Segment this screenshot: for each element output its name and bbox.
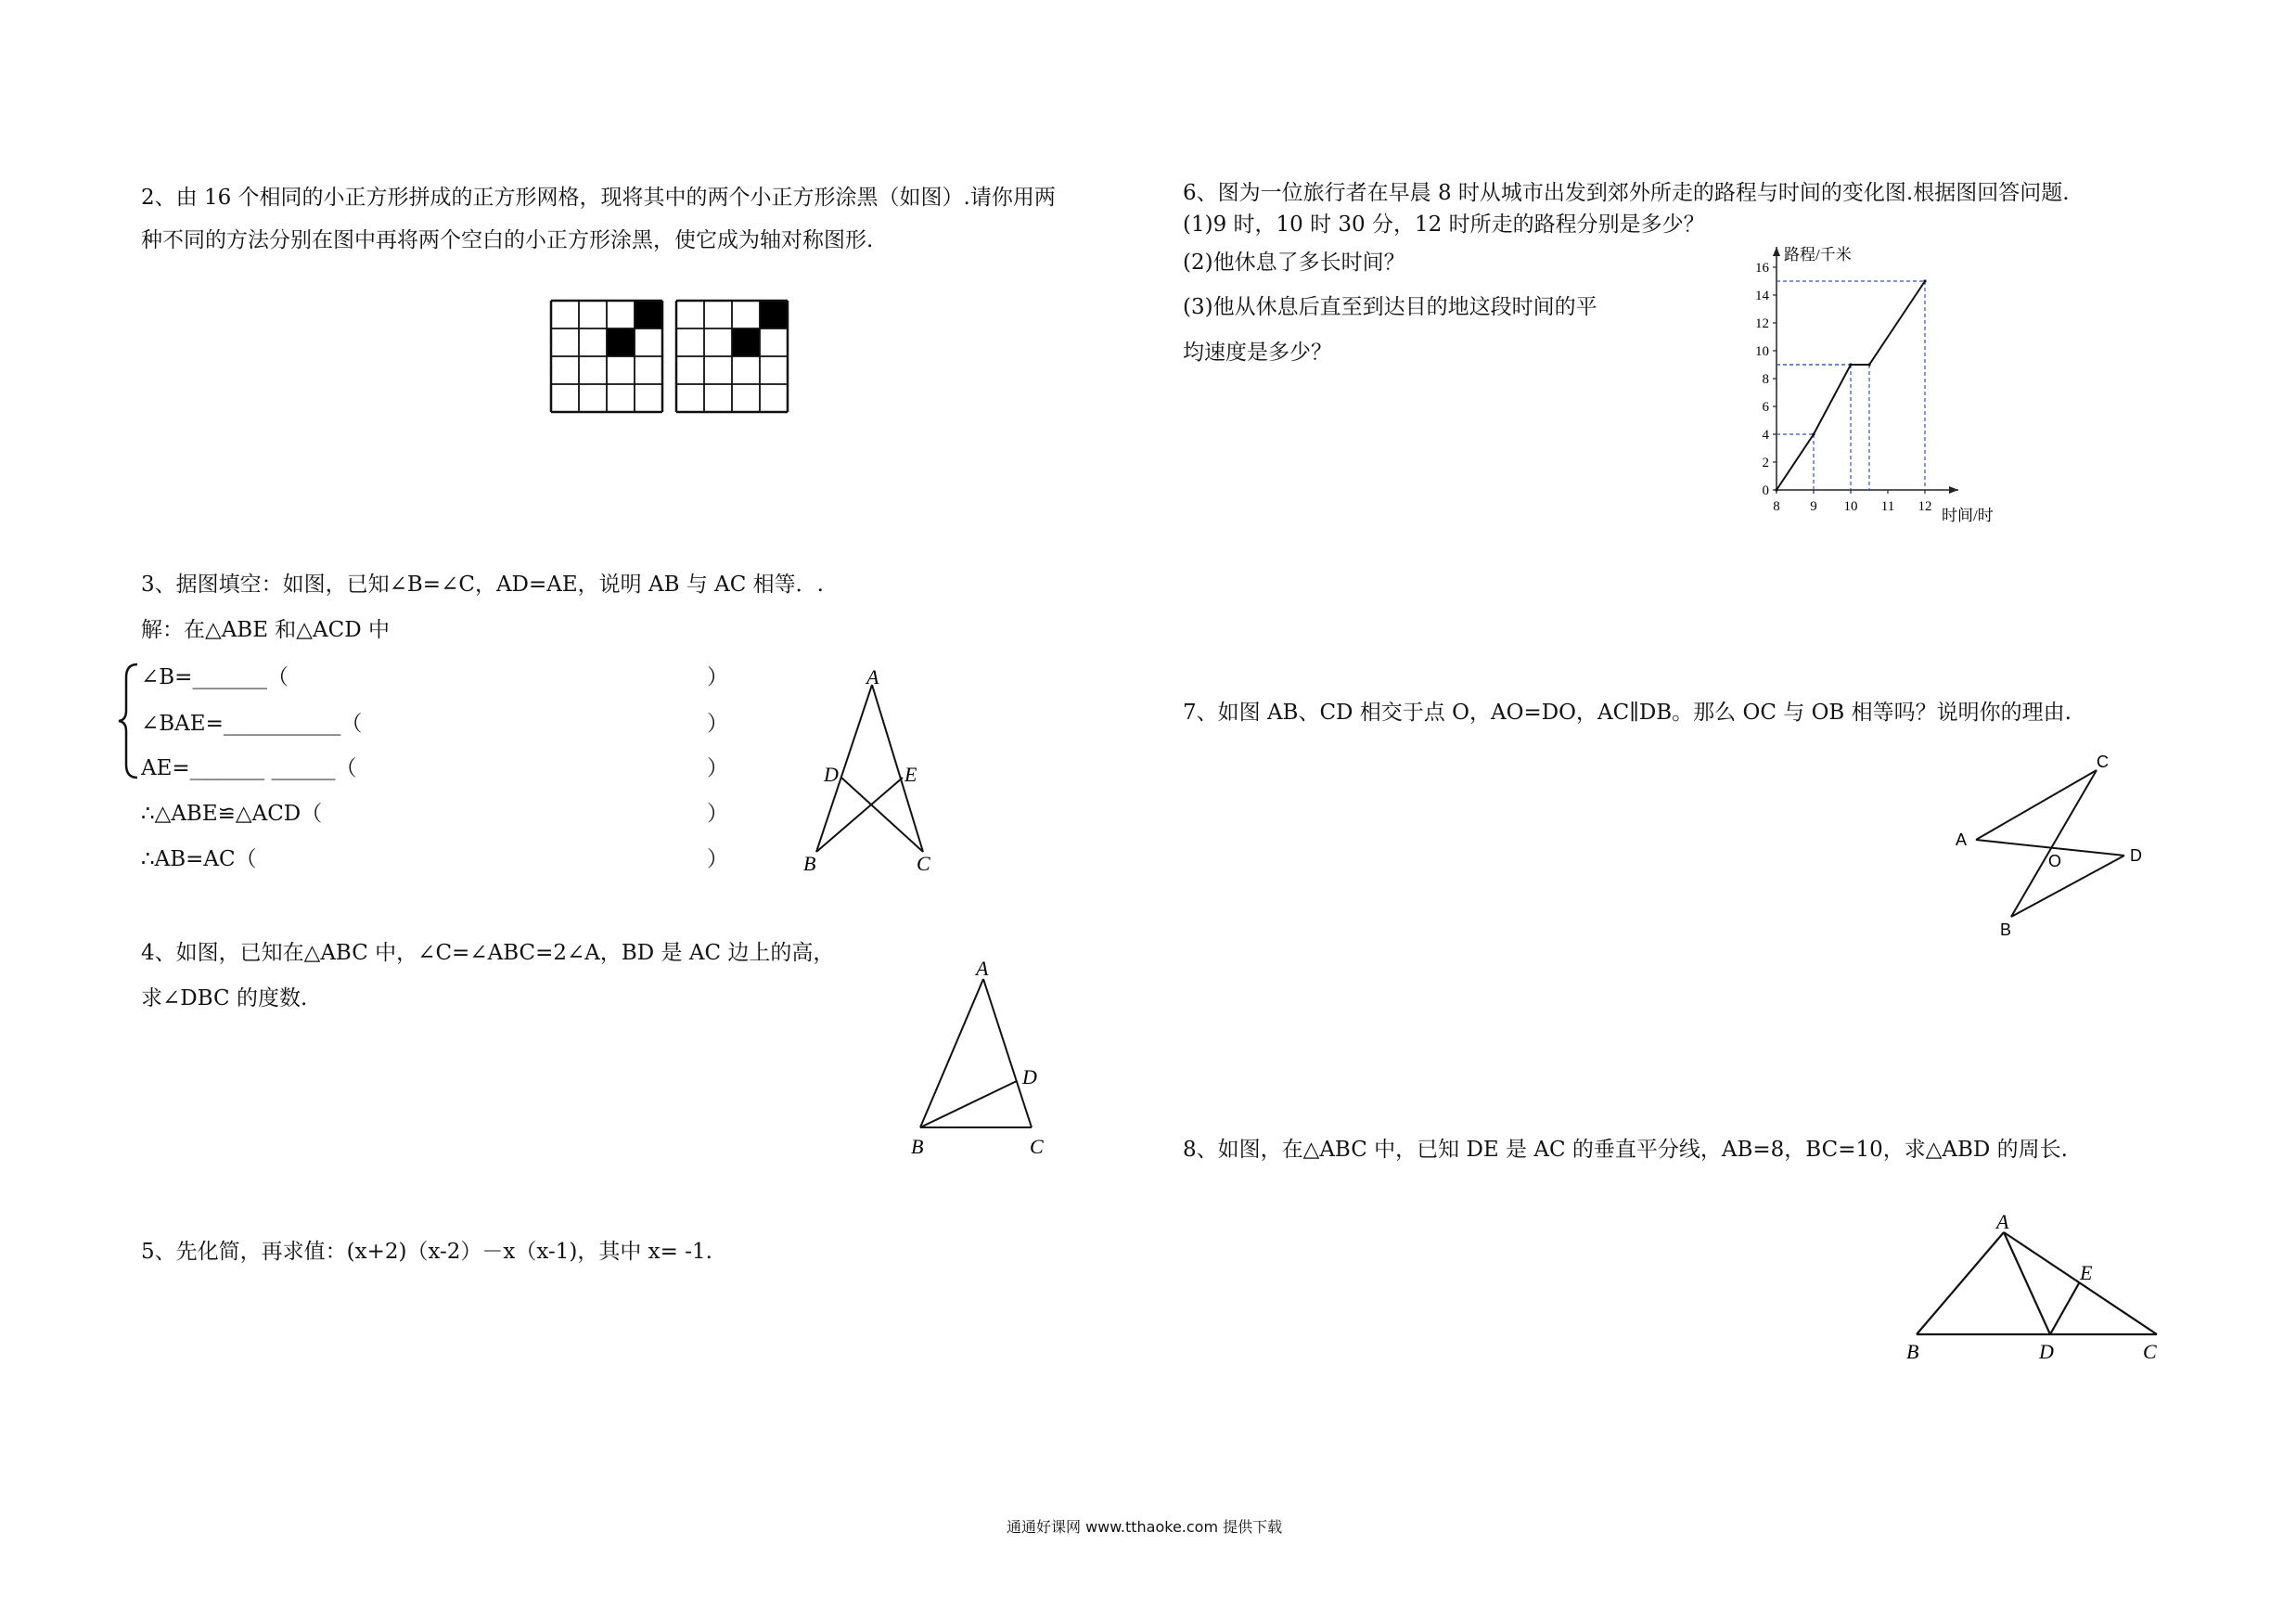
x-tick-label: 10 [1843, 499, 1858, 514]
q3-label-b: B [803, 852, 816, 875]
footer-source: 通通好课网 www.tthaoke.com 提供下载 [1007, 1518, 1283, 1536]
q3-figure [798, 665, 946, 882]
q3-label-e: E [904, 763, 917, 786]
y-tick-label: 10 [1755, 344, 1769, 359]
q2-line2: 种不同的方法分别在图中再将两个空白的小正方形涂黑，使它成为轴对称图形. [141, 228, 874, 252]
y-tick-label: 12 [1755, 316, 1769, 331]
black-cell [732, 328, 760, 356]
q5-line1: 5、先化简，再求值：(x+2)（x-2）－x（x-1)，其中 x= -1. [141, 1240, 712, 1264]
y-tick-label: 14 [1755, 289, 1769, 303]
q7-label-o: O [2048, 852, 2062, 870]
q4-line1: 4、如图，已知在△ABC 中，∠C=∠ABC=2∠A，BD 是 AC 边上的高， [141, 941, 835, 965]
q3-question: 3、据图填空：如图，已知∠B=∠C，AD=AE，说明 AB 与 AC 相等．. [141, 573, 824, 597]
data-point [1812, 432, 1815, 435]
q3-label-a: A [866, 665, 879, 689]
q2-grid-right [674, 299, 789, 414]
q6-line5: 均速度是多少？ [1183, 341, 1332, 365]
q2-grid-left [549, 299, 664, 414]
q3-row-5: ∴AB=AC（ [141, 847, 257, 871]
q4-line2: 求∠DBC 的度数. [141, 986, 308, 1011]
x-tick-label: 9 [1810, 499, 1817, 514]
q6-line3: (2)他休息了多长时间？ [1183, 251, 1405, 275]
q8-label-a: A [1996, 1210, 2009, 1233]
q8-label-c: C [2143, 1340, 2157, 1363]
q4-label-d: D [1022, 1065, 1037, 1088]
q6-distance-time-chart [1725, 232, 2022, 529]
q2-line1: 2、由 16 个相同的小正方形拼成的正方形网格，现将其中的两个小正方形涂黑（如图）.请你用两 [141, 186, 1056, 210]
x-axis-arrow [1949, 486, 1958, 494]
q3-row-2: ∠BAE=___________（ [141, 712, 363, 736]
black-cell [635, 301, 662, 328]
q6-line2: (1)9 时，10 时 30 分，12 时所走的路程分别是多少？ [1183, 212, 1705, 237]
y-tick-label: 8 [1762, 372, 1769, 387]
q7-label-c: C [2097, 753, 2109, 771]
q3-row-2-close: ） [707, 712, 728, 736]
q3-row-1: ∠B=_______（ [141, 665, 289, 689]
q8-line1: 8、如图，在△ABC 中，已知 DE 是 AC 的垂直平分线，AB=8，BC=10，求△ABD 的周长. [1183, 1138, 2068, 1162]
q8-figure [1897, 1206, 2185, 1373]
y-axis-arrow [1773, 247, 1780, 256]
data-point [1775, 488, 1777, 491]
data-point [1923, 279, 1926, 282]
q3-row-3: AE=_______ ______（ [141, 756, 357, 780]
x-axis-title: 时间/时 [1942, 507, 1994, 524]
q8-label-b: B [1906, 1340, 1919, 1363]
q3-label-c: C [917, 852, 930, 875]
q4-figure [900, 951, 1058, 1165]
x-tick-label: 8 [1773, 499, 1780, 514]
q7-label-b: B [2000, 920, 2012, 939]
q3-brace [115, 661, 143, 781]
q3-row-4: ∴△ABE≌△ACD（ [141, 802, 323, 826]
q4-label-a: A [976, 957, 989, 980]
y-tick-label: 16 [1755, 261, 1769, 276]
q6-line4: (3)他从休息后直至到达目的地这段时间的平 [1183, 295, 1597, 319]
y-tick-label: 6 [1762, 400, 1769, 415]
y-axis-title: 路程/千米 [1784, 246, 1852, 264]
q7-label-d: D [2130, 846, 2142, 865]
q3-row-1-close: ） [707, 665, 728, 689]
q6-line1: 6、图为一位旅行者在早晨 8 时从城市出发到郊外所走的路程与时间的变化图.根据图回答问题. [1183, 181, 2070, 205]
q3-row-5-close: ） [707, 847, 728, 871]
y-tick-label: 0 [1762, 483, 1769, 498]
q3-row-4-close: ） [707, 802, 728, 826]
q7-figure [1948, 752, 2161, 937]
q4-label-c: C [1030, 1135, 1044, 1158]
black-cell [607, 328, 635, 356]
black-cell [760, 301, 788, 328]
y-tick-label: 4 [1762, 428, 1769, 443]
data-point [1867, 363, 1870, 366]
data-point [1849, 363, 1852, 366]
q4-label-b: B [911, 1135, 924, 1158]
q7-label-a: A [1956, 830, 1968, 849]
q3-intro: 解：在△ABE 和△ACD 中 [141, 618, 390, 642]
x-tick-label: 11 [1880, 499, 1895, 514]
q3-label-d: D [824, 763, 839, 786]
q8-label-d: D [2039, 1340, 2054, 1363]
x-tick-label: 12 [1918, 499, 1932, 514]
q8-label-e: E [2080, 1261, 2093, 1284]
y-tick-label: 2 [1762, 456, 1769, 470]
q3-row-3-close: ） [707, 756, 728, 780]
q7-line1: 7、如图 AB、CD 相交于点 O，AO=DO，AC∥DB。那么 OC 与 OB 相等吗？说明你的理由. [1183, 701, 2072, 725]
